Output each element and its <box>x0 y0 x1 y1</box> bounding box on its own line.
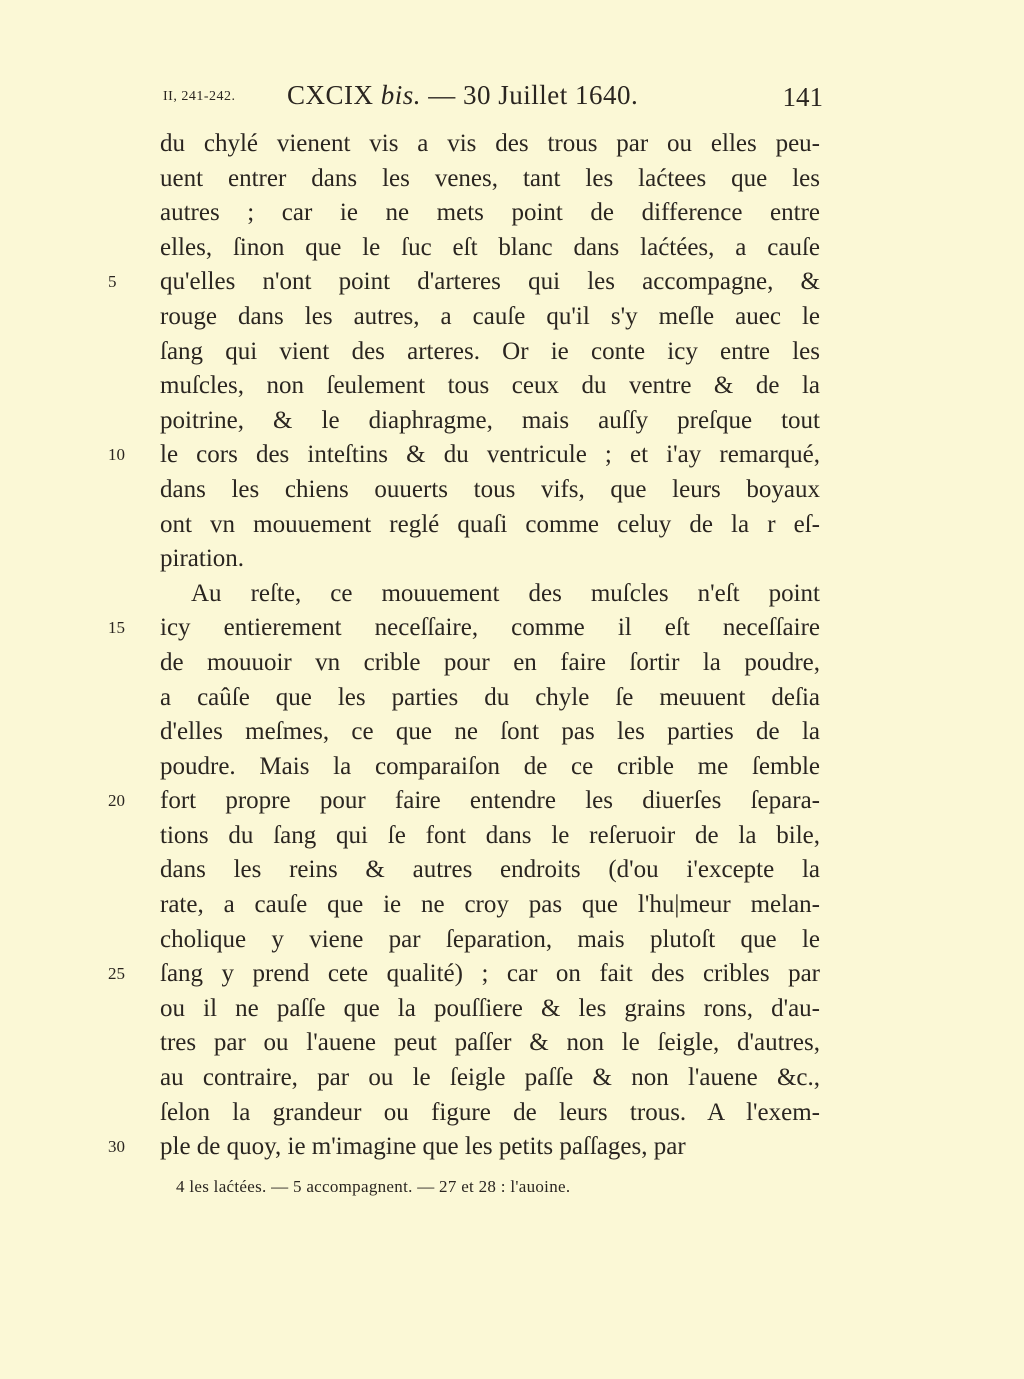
line-text: ont vn mouuement reglé quaſi comme celuy de la r eſ- <box>160 510 820 538</box>
text-line <box>160 819 820 854</box>
line-text: rate, a cauſe que ie ne croy pas que l'hu|meur melan- <box>160 891 820 919</box>
line-text: elles, ſinon que le ſuc eſt blanc dans laćtées, a cauſe <box>160 233 820 261</box>
text-line <box>160 231 820 266</box>
line-text: dans les chiens ouuerts tous vifs, que leurs boyaux <box>160 475 820 503</box>
letter-number: CXCIX <box>287 80 374 110</box>
line-text: poitrine, & le diaphragme, mais auſſy preſque tout <box>160 406 820 434</box>
text-line <box>160 923 820 958</box>
text-line <box>160 162 820 197</box>
line-text: autres ; car ie ne mets point de difference entre <box>160 199 820 227</box>
line-text: ſang y prend cete qualité) ; car on fait des cribles par <box>160 960 820 988</box>
line-number: 10 <box>108 445 125 465</box>
line-text: cholique y viene par ſeparation, mais plutoſt que le <box>160 925 820 953</box>
text-line <box>160 1096 820 1131</box>
line-number: 25 <box>108 964 125 984</box>
running-header <box>163 80 823 116</box>
line-text: ſelon la grandeur ou figure de leurs trous. A l'exem- <box>160 1098 820 1126</box>
line-text: Au reſte, ce mouuement des muſcles n'eſt point <box>191 579 820 607</box>
text-line <box>160 750 820 785</box>
line-text: a caûſe que les parties du chyle ſe meuuent deſia <box>160 683 820 711</box>
letter-title <box>287 80 638 111</box>
text-line <box>160 404 820 439</box>
text-line <box>160 127 820 162</box>
text-line <box>160 681 820 716</box>
line-text: au contraire, par ou le ſeigle paſſe & non l'auene &c., <box>160 1064 820 1092</box>
line-text: piration. <box>160 545 245 573</box>
line-text: dans les reins & autres endroits (d'ou i'excepte la <box>160 856 820 884</box>
line-number: 15 <box>108 618 125 638</box>
line-text: ple de quoy, ie m'imagine que les petits paſſages, par <box>160 1133 686 1161</box>
line-text: fort propre pour faire entendre les diuerſes ſepara- <box>160 787 820 815</box>
line-text: icy entierement neceſſaire, comme il eſt neceſſaire <box>160 614 820 642</box>
text-line <box>160 196 820 231</box>
body-text <box>108 127 820 1165</box>
line-text: de mouuoir vn crible pour en faire ſortir la poudre, <box>160 648 820 676</box>
text-line <box>108 265 820 300</box>
line-text: tres par ou l'auene peut paſſer & non le ſeigle, d'autres, <box>160 1029 820 1057</box>
line-text: poudre. Mais la comparaiſon de ce crible me ſemble <box>160 752 820 780</box>
text-line <box>160 577 820 612</box>
line-text: uent entrer dans les venes, tant les laćtees que les <box>160 164 820 192</box>
line-text: d'elles meſmes, ce que ne ſont pas les parties de la <box>160 718 820 746</box>
line-number: 5 <box>108 272 117 292</box>
text-line <box>108 784 820 819</box>
line-text: du chylé vienent vis a vis des trous par ou elles peu- <box>160 130 820 157</box>
line-text: le cors des inteſtins & du ventricule ; et i'ay remarqué, <box>160 441 820 469</box>
page-number: 141 <box>782 82 823 112</box>
volume-reference: II, 241-242. <box>163 89 236 104</box>
text-line <box>160 508 820 543</box>
line-text: rouge dans les autres, a cauſe qu'il s'y meſle auec le <box>160 302 820 330</box>
text-line <box>160 369 820 404</box>
text-line <box>160 646 820 681</box>
text-line <box>160 853 820 888</box>
text-line <box>160 473 820 508</box>
letter-date: — 30 Juillet 1640. <box>428 80 639 110</box>
text-line <box>160 335 820 370</box>
line-text: ſang qui vient des arteres. Or ie conte icy entre les <box>160 337 820 365</box>
line-text: tions du ſang qui ſe font dans le reſeruoir de la bile, <box>160 821 820 849</box>
text-line <box>160 1061 820 1096</box>
footnote: 4 les laćtées. — 5 accompagnent. — 27 et 28 : l'auoine. <box>176 1177 571 1196</box>
text-line <box>108 1130 820 1165</box>
text-line <box>108 438 820 473</box>
line-number: 30 <box>108 1137 125 1157</box>
text-line <box>160 1026 820 1061</box>
text-line <box>160 715 820 750</box>
line-text: muſcles, non ſeulement tous ceux du ventre & de la <box>160 372 820 400</box>
text-line <box>160 542 820 577</box>
text-line <box>160 888 820 923</box>
line-number: 20 <box>108 791 125 811</box>
text-line <box>108 611 820 646</box>
text-line <box>160 992 820 1027</box>
letter-bis: bis. <box>380 80 422 110</box>
line-text: ou il ne paſſe que la pouſſiere & les grains rons, d'au- <box>160 994 820 1022</box>
line-text: qu'elles n'ont point d'arteres qui les accompagne, & <box>160 268 820 296</box>
text-line <box>160 300 820 335</box>
text-line <box>108 957 820 992</box>
